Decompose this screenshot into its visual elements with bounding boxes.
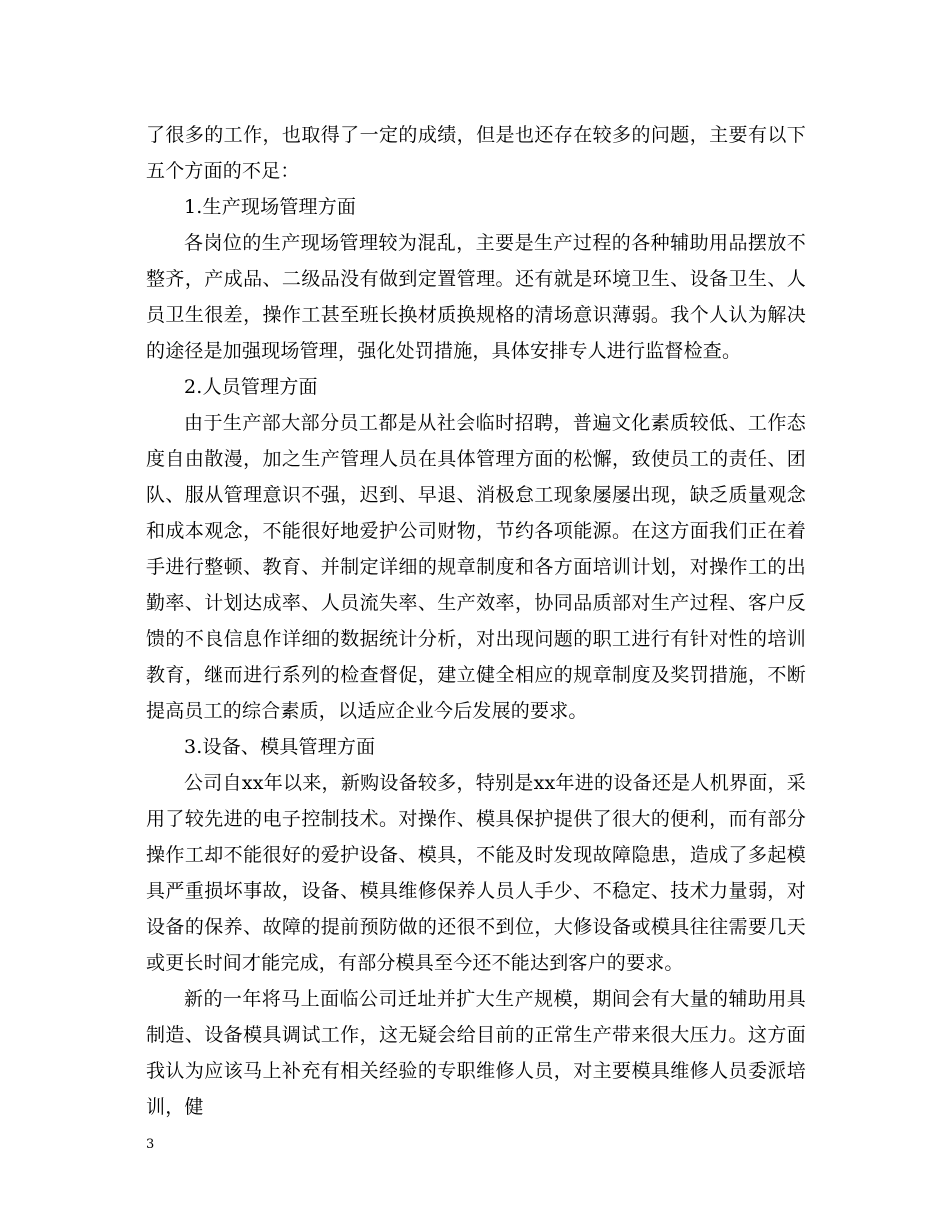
section-heading-personnel-management: 2.人员管理方面 [184, 376, 318, 398]
section-heading-site-management: 1.生产现场管理方面 [184, 196, 357, 218]
paragraph-equipment-management: 公司自xx年以来，新购设备较多，特别是xx年进的设备还是人机界面，采用了较先进的电子控制技术。对操作、模具保护提供了很大的便利，而有部分操作工却不能很好的爱护设备、模具，不能及时发现故障隐患，造成了多起模具严重损坏事故，设备、模具维修保养人员人手少、不稳定、技术力量弱，对设备的保养、故障的提前预防做的还很不到位，大修设备或模具往往需要几天或更长时间才能完成，有部分模具至今还不能达到客户的要求。 [146, 772, 806, 974]
paragraph-new-year-plan: 新的一年将马上面临公司迁址并扩大生产规模，期间会有大量的辅助用具制造、设备模具调试工作，这无疑会给目前的正常生产带来很大压力。这方面我认为应该马上补充有相关经验的专职维修人员，对主要模具维修人员委派培训，健 [146, 988, 806, 1118]
paragraph-personnel-management: 由于生产部大部分员工都是从社会临时招聘，普遍文化素质较低、工作态度自由散漫，加之生产管理人员在具体管理方面的松懈，致使员工的责任、团队、服从管理意识不强，迟到、早退、消极怠工现象屡屡出现，缺乏质量观念和成本观念，不能很好地爱护公司财物，节约各项能源。在这方面我们正在着手进行整顿、教育、并制定详细的规章制度和各方面培训计划，对操作工的出勤率、计划达成率、人员流失率、生产效率，协同品质部对生产过程、客户反馈的不良信息作详细的数据统计分析，对出现问题的职工进行有针对性的培训教育，继而进行系列的检查督促，建立健全相应的规章制度及奖罚措施，不断提高员工的综合素质，以适应企业今后发展的要求。 [146, 412, 806, 722]
page-body [146, 117, 806, 1125]
paragraph-continued: 了很多的工作，也取得了一定的成绩，但是也还存在较多的问题，主要有以下五个方面的不足： [146, 124, 806, 182]
section-heading-equipment-management: 3.设备、模具管理方面 [184, 736, 376, 758]
paragraph-site-management: 各岗位的生产现场管理较为混乱，主要是生产过程的各种辅助用品摆放不整齐，产成品、二级品没有做到定置管理。还有就是环境卫生、设备卫生、人员卫生很差，操作工甚至班长换材质换规格的清场意识薄弱。我个人认为解决的途径是加强现场管理，强化处罚措施，具体安排专人进行监督检查。 [146, 232, 806, 362]
page-number: 3 [146, 1137, 155, 1152]
